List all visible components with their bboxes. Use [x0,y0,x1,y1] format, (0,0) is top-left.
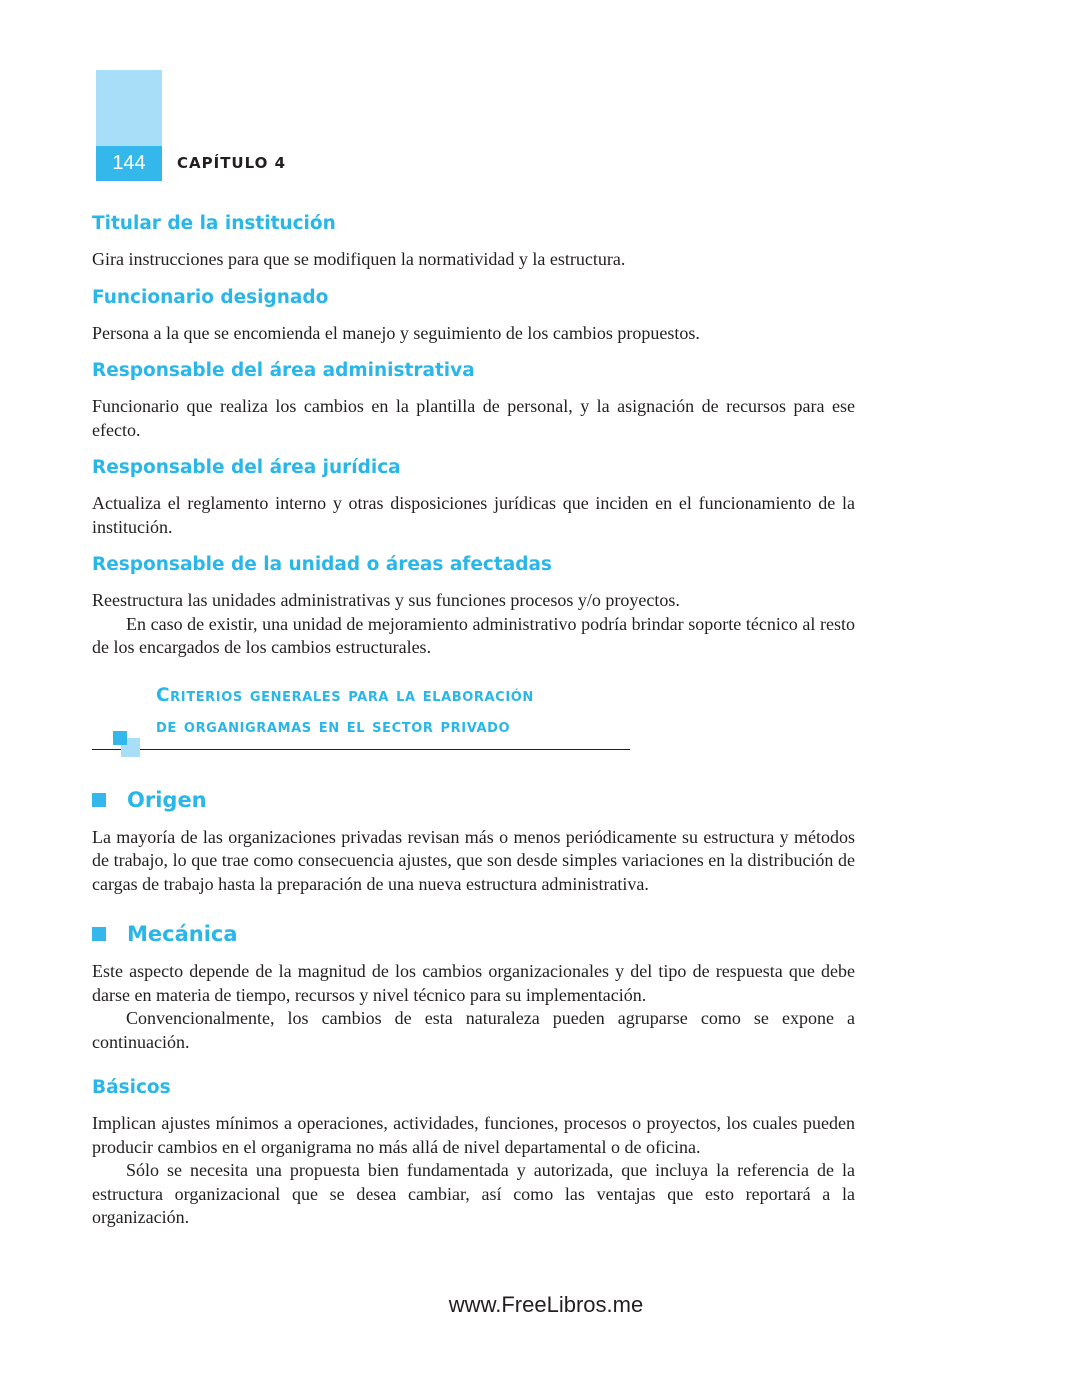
role-paragraph: Actualiza el reglamento interno y otras disposiciones jurídicas que inciden en el funcionamiento de la institución. [92,493,855,537]
decorative-square-dark [113,731,127,745]
mecanica-section [92,918,855,1054]
origen-title: Origen [127,787,207,812]
role-section [92,551,855,660]
role-title: Responsable de la unidad o áreas afectadas [92,554,552,575]
role-section [92,210,855,272]
basicos-paragraph: Sólo se necesita una propuesta bien fundamentada y autorizada, que incluya la referencia de la estructura organizacional que se desea cambiar, así como las ventajas que esto reportará a la organización. [92,1160,855,1227]
origen-section [92,784,855,897]
mecanica-heading [92,918,855,950]
basicos-paragraph: Implican ajustes mínimos a operaciones, actividades, funciones, procesos o proyectos, los cuales pueden producir cambios en el organigrama no más allá de nivel departamental o de oficina. [92,1113,855,1157]
role-paragraph: Persona a la que se encomienda el manejo y seguimiento de los cambios propuestos. [92,322,700,343]
origen-heading [92,784,855,816]
mecanica-paragraph: Este aspecto depende de la magnitud de los cambios organizacionales y del tipo de respuesta que debe darse en materia de tiempo, recursos y nivel técnico para su implementación. [92,961,855,1005]
section-rule [92,749,630,750]
section-heading [92,680,855,784]
section-heading-line-2: de organigramas en el sector privado [156,715,511,737]
role-section [92,284,855,346]
basicos-title: Básicos [92,1077,171,1098]
mecanica-title: Mecánica [127,922,238,946]
square-bullet-icon [92,793,106,807]
origen-paragraph: La mayoría de las organizaciones privadas revisan más o menos periódicamente su estructura y métodos de trabajo, lo que trae como consecuencia ajustes, que son desde simples variaciones en la distribución de cargas de trabajo hasta la preparación de una nueva estructura administrativa. [92,826,855,894]
role-paragraph: En caso de existir, una unidad de mejoramiento administrativo podría brindar soporte técnico al resto de los encargados de los cambios estructurales. [92,613,855,657]
basicos-section [92,1074,855,1230]
role-title: Responsable del área administrativa [92,360,475,381]
section-heading-line-1: Criterios generales para la elaboración [156,684,534,706]
page-number: 144 [96,146,162,181]
square-bullet-icon [92,927,106,941]
role-title: Funcionario designado [92,286,329,308]
section-heading-text [156,680,534,742]
mecanica-paragraph: Convencionalmente, los cambios de esta naturaleza pueden agruparse como se expone a continuación. [92,1008,855,1052]
role-paragraph: Reestructura las unidades administrativas y sus funciones procesos y/o proyectos. [92,590,680,610]
role-title: Responsable del área jurídica [92,457,401,478]
role-section [92,357,855,442]
page-content [92,210,855,1230]
role-section [92,454,855,539]
role-title: Titular de la institución [92,213,336,234]
footer-site: www.FreeLibros.me [448,1292,644,1317]
chapter-label: CAPÍTULO 4 [177,154,287,172]
role-paragraph: Funcionario que realiza los cambios en la plantilla de personal, y la asignación de recursos para ese efecto. [92,396,855,440]
role-paragraph: Gira instrucciones para que se modifiquen la normatividad y la estructura. [92,249,626,269]
